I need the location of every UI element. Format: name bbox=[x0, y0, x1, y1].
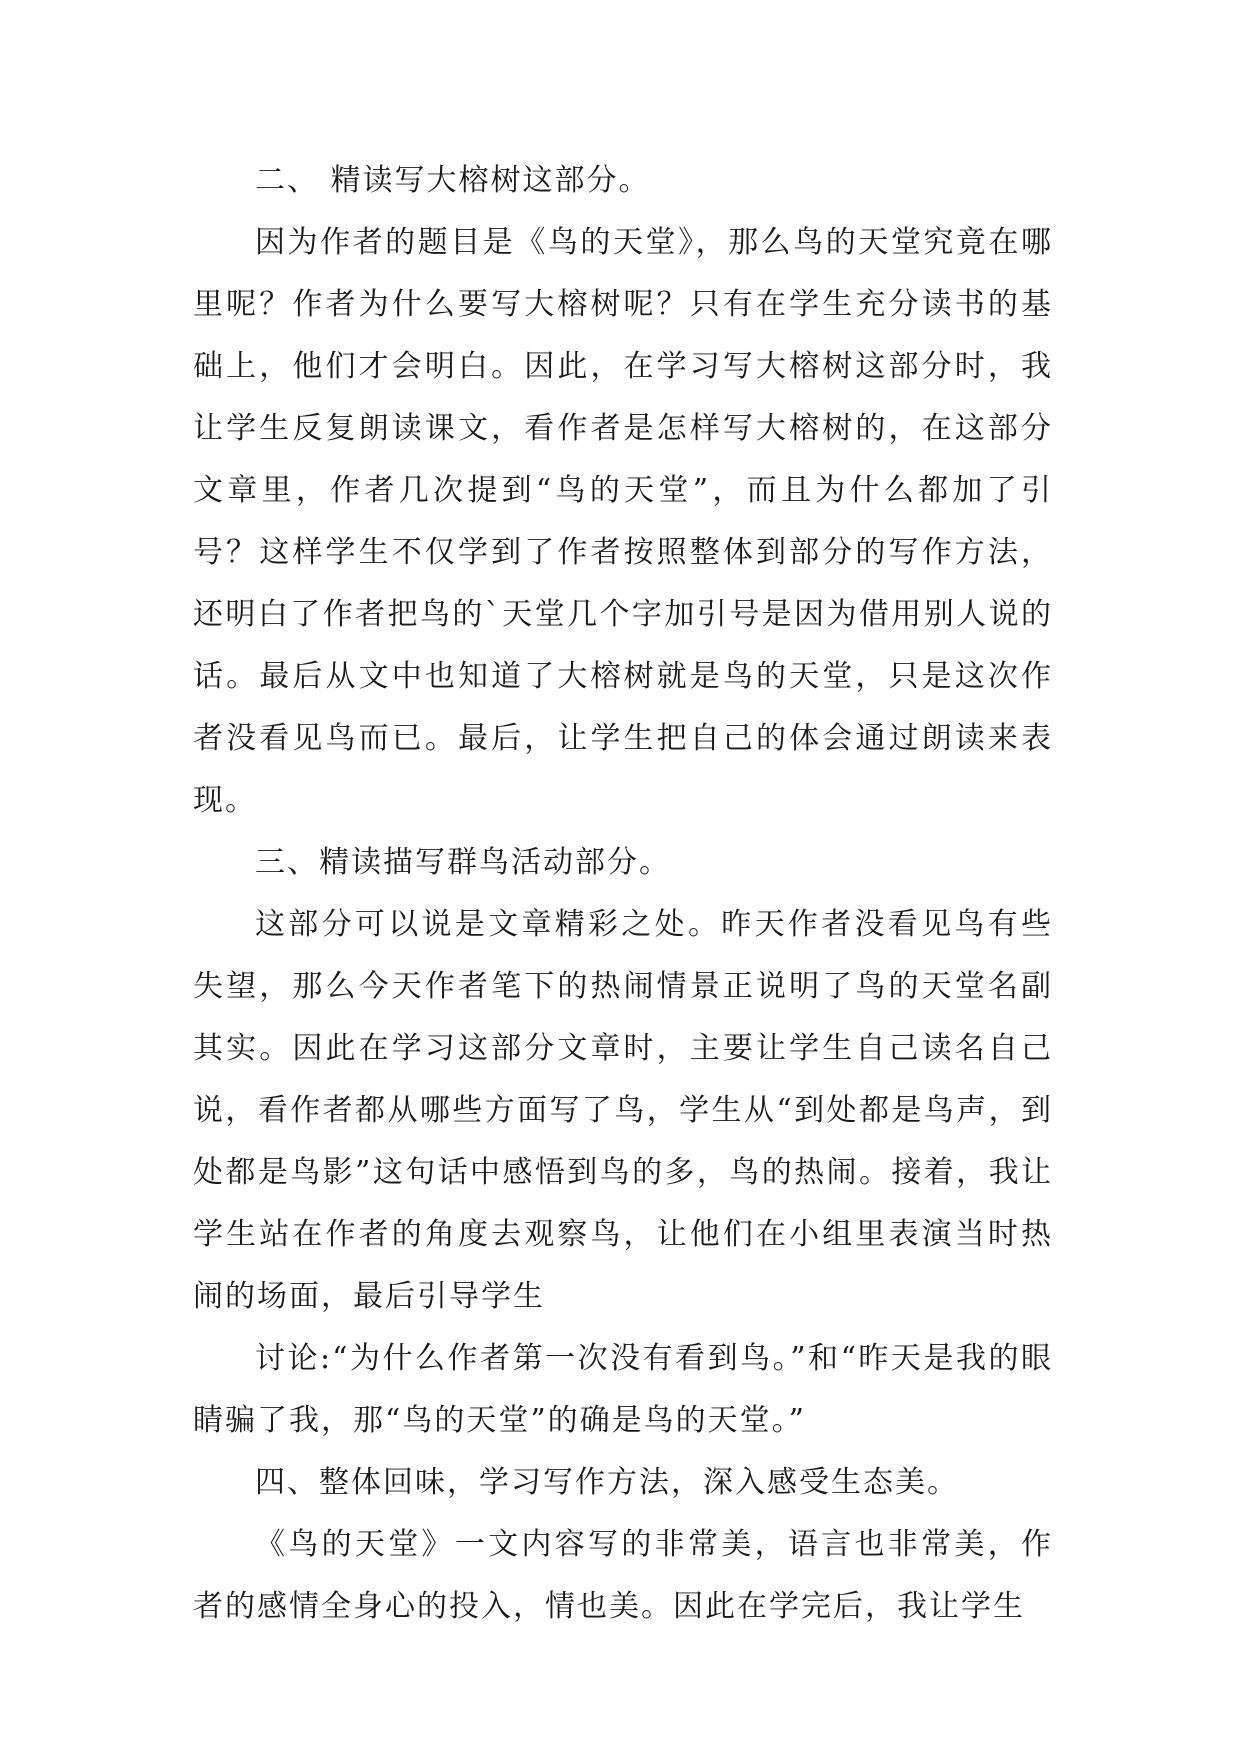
section-heading-4: 四、整体回味，学习写作方法，深入感受生态美。 bbox=[255, 1465, 959, 1500]
paragraph-birds-activity: 这部分可以说是文章精彩之处。昨天作者没看见鸟有些失望，那么今天作者笔下的热闹情景正说明了鸟的天堂名副其实。因此在学习这部分文章时，主要让学生自己读名自己说，看作者都从哪些方面写了鸟，学生从“到处都是鸟声，到处都是鸟影”这句话中感悟到鸟的多，鸟的热闹。接着，我让学生站在作者的角度去观察鸟，让他们在小组里表演当时热闹的场面，最后引导学生 bbox=[193, 907, 1053, 1314]
document-body bbox=[193, 150, 1053, 1638]
section-heading-3: 三、精读描写群鸟活动部分。 bbox=[255, 845, 671, 880]
paragraph-discussion: 讨论:“为什么作者第一次没有看到鸟。”和“昨天是我的眼睛骗了我，那“鸟的天堂”的确是鸟的天堂。” bbox=[193, 1341, 1053, 1438]
paragraph-banyan-tree: 因为作者的题目是《鸟的天堂》，那么鸟的天堂究竟在哪里呢？作者为什么要写大榕树呢？只有在学生充分读书的基础上，他们才会明白。因此，在学习写大榕树这部分时，我让学生反复朗读课文，看作者是怎样写大榕树的，在这部分文章里，作者几次提到“鸟的天堂”，而且为什么都加了引号？这样学生不仅学到了作者按照整体到部分的写作方法，还明白了作者把鸟的`天堂几个字加引号是因为借用别人说的话。最后从文中也知道了大榕树就是鸟的天堂，只是这次作者没看见鸟而已。最后，让学生把自己的体会通过朗读来表现。 bbox=[193, 225, 1053, 818]
section-heading-2: 二、 精读写大榕树这部分。 bbox=[255, 163, 651, 198]
paragraph-overall-review: 《鸟的天堂》一文内容写的非常美，语言也非常美，作者的感情全身心的投入，情也美。因此在学完后，我让学生 bbox=[193, 1527, 1053, 1624]
